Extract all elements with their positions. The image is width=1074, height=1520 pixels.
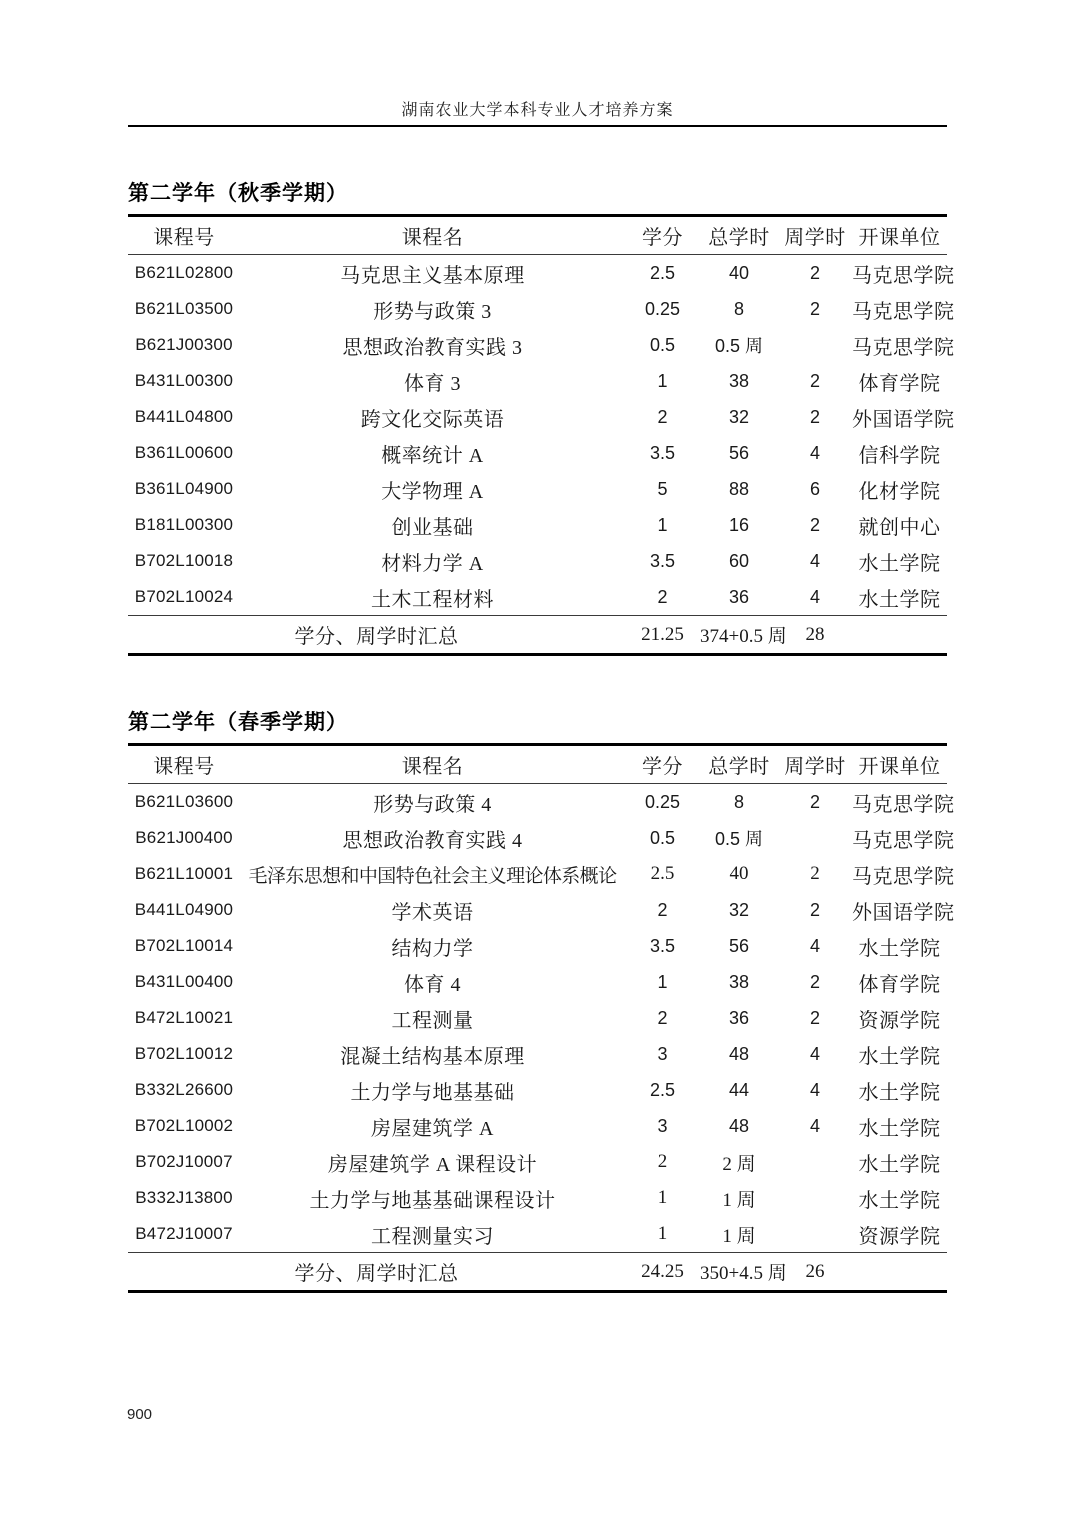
course-id-cell: B332J13800	[135, 1188, 233, 1207]
course-total-hours-cell: 1 周	[722, 1189, 756, 1211]
course-weekly-hours-cell: 2	[809, 262, 820, 283]
course-total-hours-cell: 16	[728, 514, 750, 535]
course-weekly-hours-cell: 4	[809, 1079, 820, 1100]
course-name-cell: 房屋建筑学 A 课程设计	[327, 1153, 538, 1176]
course-id-cell: B621L03600	[134, 792, 234, 811]
column-header-total-hours: 总学时	[700, 216, 778, 255]
course-name-cell: 土力学与地基基础课程设计	[309, 1189, 556, 1212]
course-department-cell: 信科学院	[858, 444, 941, 467]
course-department-cell: 水土学院	[858, 1117, 941, 1140]
course-department-cell: 马克思学院	[852, 300, 955, 323]
course-total-hours-cell: 36	[728, 586, 750, 607]
course-name-cell: 思想政治教育实践 4	[342, 829, 523, 852]
course-department-cell: 体育学院	[858, 973, 941, 996]
column-header-total-hours: 总学时	[700, 745, 778, 784]
course-row	[128, 784, 947, 821]
course-table-fall	[128, 214, 955, 656]
course-department-cell: 体育学院	[858, 372, 941, 395]
course-department-cell: 外国语学院	[852, 901, 955, 924]
course-total-hours-cell: 44	[728, 1079, 750, 1100]
course-id-cell: B621J00400	[135, 828, 233, 847]
course-row	[128, 856, 947, 892]
course-name-cell: 体育 3	[404, 372, 461, 395]
course-id-cell: B431L00400	[134, 972, 234, 991]
course-credits-cell: 0.25	[644, 791, 681, 812]
course-name-cell: 形势与政策 4	[373, 793, 492, 816]
column-header-course-id: 课程号	[128, 216, 240, 255]
course-id-cell: B702J10007	[135, 1152, 233, 1171]
course-row	[128, 255, 947, 292]
course-credits-cell: 3.5	[649, 550, 676, 571]
column-header-credits: 学分	[625, 216, 700, 255]
course-row	[128, 928, 947, 964]
course-row	[128, 579, 947, 616]
column-header-weekly-hours: 周学时	[778, 216, 852, 255]
course-weekly-hours-cell	[778, 1180, 852, 1216]
course-credits-cell: 1	[657, 1223, 668, 1244]
course-row	[128, 507, 947, 543]
summary-total-hours: 374+0.5 周	[700, 616, 778, 655]
summary-total-credits: 24.25	[625, 1253, 700, 1292]
course-total-hours-cell: 0.5 周	[714, 336, 764, 356]
column-header-weekly-hours: 周学时	[778, 745, 852, 784]
section-title-fall-semester: 第二学年（秋季学期）	[128, 182, 348, 205]
course-row	[128, 1216, 947, 1253]
course-credits-cell: 1	[657, 1187, 668, 1208]
course-total-hours-cell: 8	[733, 791, 744, 812]
course-department-cell: 马克思学院	[852, 336, 955, 359]
course-row	[128, 820, 947, 856]
summary-label: 学分、周学时汇总	[128, 1253, 625, 1292]
course-credits-cell: 2	[657, 1007, 668, 1028]
course-department-cell: 马克思学院	[852, 793, 955, 816]
course-name-cell: 马克思主义基本原理	[340, 264, 525, 287]
course-row	[128, 1108, 947, 1144]
table-header-row	[128, 745, 947, 784]
course-name-cell: 体育 4	[404, 973, 461, 996]
running-head	[128, 0, 947, 127]
course-credits-cell: 1	[657, 370, 668, 391]
course-total-hours-cell: 48	[728, 1043, 750, 1064]
course-id-cell: B702L10012	[134, 1044, 234, 1063]
course-weekly-hours-cell: 2	[809, 791, 820, 812]
course-weekly-hours-cell: 2	[809, 370, 820, 391]
course-department-cell: 化材学院	[858, 480, 941, 503]
column-header-course-id: 课程号	[128, 745, 240, 784]
course-weekly-hours-cell	[778, 1216, 852, 1253]
course-total-hours-cell: 32	[728, 406, 750, 427]
course-id-cell: B472J10007	[135, 1224, 233, 1243]
course-total-hours-cell: 88	[728, 478, 750, 499]
course-weekly-hours-cell: 2	[809, 1007, 820, 1028]
column-header-course-name: 课程名	[240, 745, 625, 784]
course-credits-cell: 2	[657, 899, 668, 920]
course-credits-cell: 2	[657, 1151, 668, 1172]
course-name-cell: 概率统计 A	[381, 444, 484, 467]
course-department-cell: 资源学院	[858, 1009, 941, 1032]
course-weekly-hours-cell: 4	[809, 550, 820, 571]
course-weekly-hours-cell	[778, 820, 852, 856]
course-total-hours-cell: 38	[728, 370, 750, 391]
course-name-cell: 混凝土结构基本原理	[340, 1045, 525, 1068]
summary-weekly-hours: 26	[778, 1253, 852, 1292]
column-header-department: 开课单位	[852, 745, 947, 784]
course-name-cell: 创业基础	[391, 516, 474, 539]
course-total-hours-cell: 0.5 周	[714, 829, 764, 849]
course-name-cell: 跨文化交际英语	[360, 408, 505, 431]
course-total-hours-cell: 36	[728, 1007, 750, 1028]
course-weekly-hours-cell: 4	[809, 586, 820, 607]
course-total-hours-cell: 2 周	[722, 1153, 756, 1175]
course-credits-cell: 2.5	[649, 1079, 676, 1100]
course-weekly-hours-cell	[778, 327, 852, 363]
course-credits-cell: 2	[657, 586, 668, 607]
course-weekly-hours-cell: 4	[809, 442, 820, 463]
course-department-cell: 水土学院	[858, 1081, 941, 1104]
section-title-spring-semester: 第二学年（春季学期）	[128, 711, 348, 734]
course-department-cell: 外国语学院	[852, 408, 955, 431]
course-row	[128, 471, 947, 507]
course-weekly-hours-cell: 2	[810, 863, 820, 884]
course-row	[128, 1072, 947, 1108]
course-id-cell: B332L26600	[134, 1080, 234, 1099]
course-weekly-hours-cell: 2	[809, 406, 820, 427]
course-id-cell: B361L04900	[134, 479, 234, 498]
course-department-cell: 水土学院	[858, 1153, 941, 1176]
course-weekly-hours-cell: 2	[809, 298, 820, 319]
course-name-cell: 工程测量	[391, 1009, 474, 1032]
course-credits-cell: 3.5	[649, 935, 676, 956]
summary-total-credits: 21.25	[625, 616, 700, 655]
course-name-cell: 房屋建筑学 A	[371, 1117, 494, 1140]
course-total-hours-cell: 8	[733, 298, 744, 319]
course-department-cell: 水土学院	[858, 1189, 941, 1212]
course-credits-cell: 0.5	[649, 827, 676, 848]
course-department-cell: 水土学院	[858, 552, 941, 575]
course-weekly-hours-cell: 4	[809, 935, 820, 956]
column-header-course-name: 课程名	[240, 216, 625, 255]
course-row	[128, 1180, 947, 1216]
document-title: 湖南农业大学本科专业人才培养方案	[401, 102, 674, 119]
course-row	[128, 1144, 947, 1180]
course-credits-cell: 0.5	[649, 334, 676, 355]
course-id-cell: B621J00300	[135, 335, 233, 354]
course-department-cell: 水土学院	[858, 937, 941, 960]
course-total-hours-cell: 56	[728, 442, 750, 463]
course-name-cell: 毛泽东思想和中国特色社会主义理论体系概论	[248, 865, 617, 887]
course-row	[128, 291, 947, 327]
course-row	[128, 1000, 947, 1036]
column-header-department: 开课单位	[852, 216, 947, 255]
summary-weekly-hours: 28	[778, 616, 852, 655]
course-name-cell: 土木工程材料	[371, 588, 494, 611]
summary-row	[128, 1253, 947, 1292]
course-department-cell: 水土学院	[858, 1045, 941, 1068]
course-weekly-hours-cell: 4	[809, 1115, 820, 1136]
course-weekly-hours-cell: 4	[809, 1043, 820, 1064]
course-credits-cell: 1	[657, 971, 668, 992]
course-id-cell: B431L00300	[134, 371, 234, 390]
summary-label: 学分、周学时汇总	[128, 616, 625, 655]
course-row	[128, 435, 947, 471]
course-credits-cell: 2	[657, 406, 668, 427]
summary-empty-cell	[852, 616, 947, 655]
course-id-cell: B441L04900	[134, 900, 234, 919]
course-department-cell: 水土学院	[858, 588, 941, 611]
course-row	[128, 964, 947, 1000]
course-row	[128, 543, 947, 579]
course-id-cell: B441L04800	[134, 407, 234, 426]
course-total-hours-cell: 56	[728, 935, 750, 956]
course-id-cell: B472L10021	[134, 1008, 234, 1027]
course-total-hours-cell: 48	[728, 1115, 750, 1136]
course-name-cell: 结构力学	[391, 937, 474, 960]
course-name-cell: 学术英语	[391, 901, 474, 924]
summary-row	[128, 616, 947, 655]
course-weekly-hours-cell: 2	[809, 899, 820, 920]
course-total-hours-cell: 40	[729, 863, 749, 884]
course-row	[128, 363, 947, 399]
course-table-spring	[128, 743, 955, 1293]
course-id-cell: B702L10014	[134, 936, 234, 955]
course-id-cell: B621L03500	[134, 299, 234, 318]
course-id-cell: B702L10002	[134, 1116, 234, 1135]
course-weekly-hours-cell: 2	[809, 514, 820, 535]
course-name-cell: 工程测量实习	[371, 1225, 494, 1248]
course-row	[128, 892, 947, 928]
course-department-cell: 马克思学院	[852, 264, 955, 287]
course-department-cell: 就创中心	[858, 516, 941, 539]
course-id-cell: B181L00300	[134, 515, 234, 534]
course-weekly-hours-cell: 2	[809, 971, 820, 992]
course-name-cell: 土力学与地基基础	[350, 1081, 515, 1104]
course-total-hours-cell: 60	[728, 550, 750, 571]
course-department-cell: 马克思学院	[852, 865, 955, 888]
course-name-cell: 形势与政策 3	[373, 300, 492, 323]
course-total-hours-cell: 38	[728, 971, 750, 992]
course-id-cell: B702L10024	[134, 587, 234, 606]
column-header-credits: 学分	[625, 745, 700, 784]
course-weekly-hours-cell: 6	[809, 478, 820, 499]
course-id-cell: B702L10018	[134, 551, 234, 570]
course-name-cell: 材料力学 A	[381, 552, 484, 575]
course-credits-cell: 2.5	[649, 262, 676, 283]
course-id-cell: B621L02800	[134, 263, 234, 282]
summary-total-hours: 350+4.5 周	[700, 1253, 778, 1292]
summary-empty-cell	[852, 1253, 947, 1292]
course-credits-cell: 1	[657, 514, 668, 535]
course-credits-cell: 3.5	[649, 442, 676, 463]
course-name-cell: 大学物理 A	[381, 480, 484, 503]
course-name-cell: 思想政治教育实践 3	[342, 336, 523, 359]
table-header-row	[128, 216, 947, 255]
course-total-hours-cell: 40	[728, 262, 750, 283]
course-credits-cell: 0.25	[644, 298, 681, 319]
course-total-hours-cell: 32	[728, 899, 750, 920]
course-department-cell: 资源学院	[858, 1225, 941, 1248]
course-row	[128, 1036, 947, 1072]
course-row	[128, 327, 947, 363]
course-credits-cell: 3	[657, 1043, 668, 1064]
page-number: 900	[127, 1406, 153, 1423]
course-row	[128, 399, 947, 435]
course-weekly-hours-cell	[778, 1144, 852, 1180]
course-credits-cell: 2.5	[650, 863, 675, 884]
course-id-cell: B361L00600	[134, 443, 234, 462]
course-id-cell: B621L10001	[134, 864, 234, 883]
course-department-cell: 马克思学院	[852, 829, 955, 852]
course-total-hours-cell: 1 周	[722, 1225, 756, 1247]
course-credits-cell: 5	[657, 478, 668, 499]
course-credits-cell: 3	[657, 1115, 668, 1136]
